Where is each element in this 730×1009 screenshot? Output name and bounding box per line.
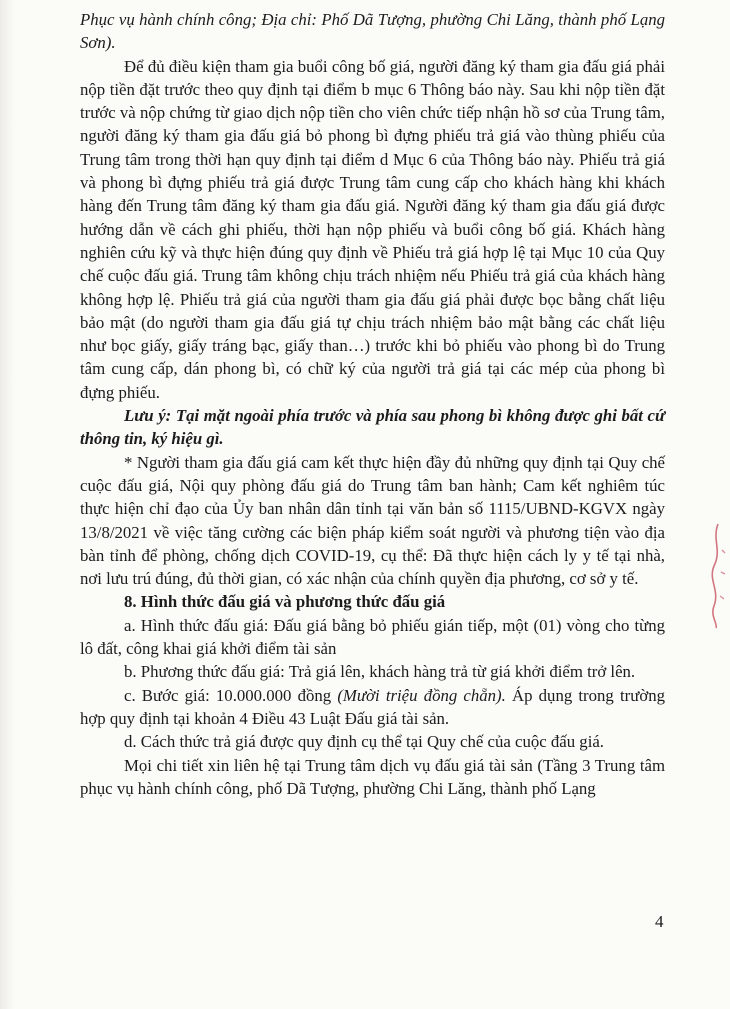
page-number: 4 — [655, 912, 664, 931]
document-body — [80, 8, 665, 800]
scan-edge-shadow — [0, 0, 14, 1009]
section-heading-8: 8. Hình thức đấu giá và phương thức đấu giá — [124, 592, 446, 612]
step-price-suffix: Áp dụng trong trường hợp quy định tại khoản 4 Điều 43 Luật Đấu giá tài sản. — [80, 685, 665, 728]
paragraph-contact: Mọi chi tiết xin liên hệ tại Trung tâm dịch vụ đấu giá tài sản (Tầng 3 Trung tâm phục vụ hành chính công, phố Dã Tượng, phường Chi Lăng, thành phố Lạng — [80, 755, 665, 798]
item-d-bid-method: d. Cách thức trả giá được quy định cụ thể tại Quy chế của cuộc đấu giá. — [124, 732, 604, 752]
envelope-note: Lưu ý: Tại mặt ngoài phía trước và phía sau phong bì không được ghi bất cứ thông tin, ký hiệu gì. — [80, 406, 665, 449]
step-price-words: (Mười triệu đồng chẵn). — [337, 685, 506, 705]
paragraph-commitment: * Người tham gia đấu giá cam kết thực hiện đầy đủ những quy định tại Quy chế cuộc đấu giá, Nội quy phòng đấu giá do Trung tâm ban hành; Cam kết nghiêm túc thực hiện chỉ đạo của Ủy ban nhân dân tỉnh tại văn bản số 1115/UBND-KGVX ngày 13/8/2021 về việc tăng cường các biện pháp kiểm soát người và phương tiện vào địa bàn tỉnh để phòng, chống dịch COVID-19, cụ thể: Đã thực hiện cách ly y tế tại nhà, nơi lưu trú đúng, đủ thời gian, có xác nhận của chính quyền địa phương, cơ sở y tế. — [80, 452, 665, 589]
step-price-prefix: c. Bước giá: 10.000.000 đồng — [124, 685, 338, 705]
item-a-auction-form: a. Hình thức đấu giá: Đấu giá bằng bỏ phiếu gián tiếp, một (01) vòng cho từng lô đất, công khai giá khởi điểm tài sản — [80, 615, 665, 659]
item-c-step-price — [80, 684, 665, 731]
item-b-auction-method: b. Phương thức đấu giá: Trả giá lên, khách hàng trả từ giá khởi điểm trở lên. — [124, 662, 636, 682]
paragraph-deposit-procedure: Để đủ điều kiện tham gia buổi công bố giá, người đăng ký tham gia đấu giá phải nộp tiền đặt trước theo quy định tại điểm b mục 6 Thông báo này. Sau khi nộp tiền đặt trước và nộp chứng từ giao dịch nộp tiền cho viên chức tiếp nhận hồ sơ của Trung tâm, người đăng ký tham gia đấu giá bỏ phong bì đựng phiếu trả giá vào thùng phiếu của Trung tâm trong thời hạn quy định tại điểm d Mục 6 của Thông báo này. Phiếu trả giá và phong bì đựng phiếu trả giá được Trung tâm cung cấp cho khách hàng khi khách hàng đến Trung tâm đăng ký tham gia đấu giá. Người đăng ký tham gia đấu giá được hướng dẫn về cách ghi phiếu, thời hạn nộp phiếu và buổi công bố giá. Khách hàng nghiên cứu kỹ và thực hiện đúng quy định về Phiếu trả giá hợp lệ tại Mục 10 của Quy chế cuộc đấu giá. Trung tâm không chịu trách nhiệm nếu Phiếu trả giá của khách hàng không hợp lệ. Phiếu trả giá của người tham gia đấu giá phải được bọc bằng chất liệu bảo mật (do người tham gia đấu giá tự chịu trách nhiệm bảo mật bằng các chất liệu như bọc giấy, giấy tráng bạc, giấy than…) trước khi bỏ phiếu vào phong bì do Trung tâm cung cấp, dán phong bì, có chữ ký của người trả giá tại các mép của phong bì đựng phiếu. — [80, 56, 665, 402]
address-continuation: Phục vụ hành chính công; Địa chỉ: Phố Dã Tượng, phường Chi Lăng, thành phố Lạng Sơn). — [80, 10, 665, 53]
stamp-edge-mark — [704, 520, 728, 630]
